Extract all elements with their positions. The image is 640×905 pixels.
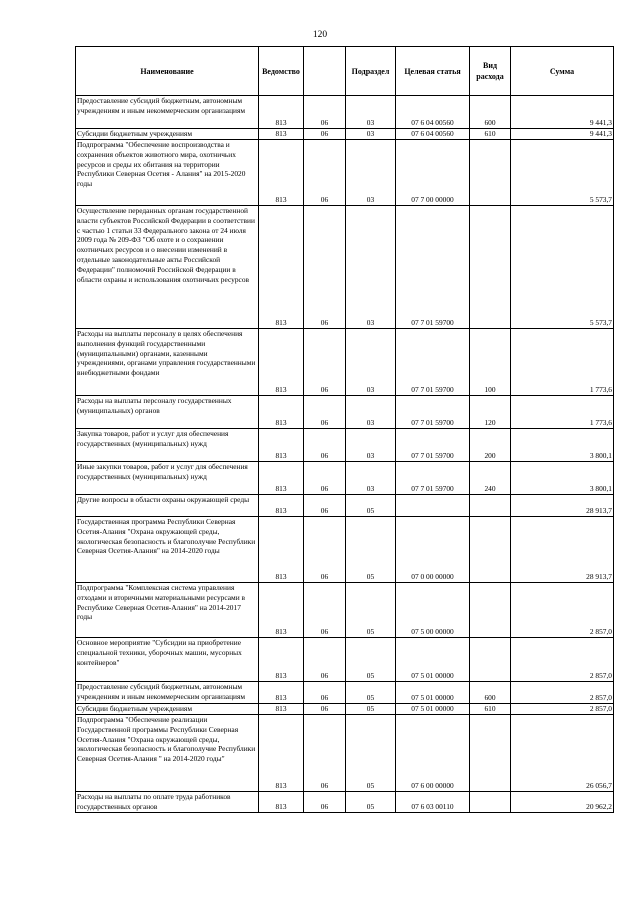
row-celevaya-cell: 07 7 01 59700 <box>396 396 470 429</box>
table-row <box>76 140 614 206</box>
table-row <box>76 792 614 813</box>
row-podrazdel-cell: 03 <box>346 462 396 495</box>
row-celevaya-cell: 07 6 03 00110 <box>396 792 470 813</box>
row-summa-cell: 1 773,6 <box>511 396 614 429</box>
row-podrazdel-cell: 03 <box>346 129 396 140</box>
row-vedomstvo-cell: 813 <box>259 715 304 792</box>
row-vid-cell: 240 <box>470 462 511 495</box>
table-header-row <box>76 47 614 96</box>
row-summa-cell: 2 857,0 <box>511 583 614 638</box>
row-celevaya-cell: 07 7 01 59700 <box>396 206 470 329</box>
row-summa-cell: 9 441,3 <box>511 96 614 129</box>
row-celevaya-cell: 07 5 01 00000 <box>396 638 470 682</box>
row-razdel-cell: 06 <box>304 329 346 396</box>
row-celevaya-cell: 07 5 01 00000 <box>396 682 470 704</box>
row-celevaya-cell <box>396 495 470 517</box>
row-podrazdel-cell: 03 <box>346 140 396 206</box>
row-razdel-cell: 06 <box>304 396 346 429</box>
row-name-cell: Осуществление переданных органам государственной власти субъектов Российской Федерации в соответствии с частью 1 статьи 33 Федерального закона от 24 июля 2009 года № 209-ФЗ "Об охоте и о сохранении охотничьих ресурсов и о внесении изменений в отдельные законодательные акты Российской Федерации" полномочий Российской Федерации в области охраны и использования охотничьих ресурсов <box>76 206 259 329</box>
row-celevaya-cell: 07 0 00 00000 <box>396 517 470 583</box>
row-celevaya-cell: 07 5 00 00000 <box>396 583 470 638</box>
row-vedomstvo-cell: 813 <box>259 396 304 429</box>
table-row <box>76 495 614 517</box>
table-row <box>76 682 614 704</box>
table-row <box>76 704 614 715</box>
row-vedomstvo-cell: 813 <box>259 583 304 638</box>
row-vid-cell <box>470 715 511 792</box>
row-vid-cell: 200 <box>470 429 511 462</box>
header-podrazdel: Подраздел <box>346 47 396 96</box>
row-name-cell: Подпрограмма "Обеспечение воспроизводства и сохранения объектов животного мира, охотничьих ресурсов и среды их обитания на территории Республики Северная Осетия - Алания" на 2015-2020 годы <box>76 140 259 206</box>
header-razdel <box>304 47 346 96</box>
row-podrazdel-cell: 05 <box>346 792 396 813</box>
row-celevaya-cell: 07 7 01 59700 <box>396 462 470 495</box>
row-vedomstvo-cell: 813 <box>259 462 304 495</box>
row-summa-cell: 1 773,6 <box>511 329 614 396</box>
page-number: 120 <box>312 30 328 40</box>
row-summa-cell: 2 857,0 <box>511 682 614 704</box>
row-podrazdel-cell: 03 <box>346 396 396 429</box>
row-vid-cell <box>470 517 511 583</box>
table-row <box>76 517 614 583</box>
row-vid-cell <box>470 583 511 638</box>
row-vid-cell: 100 <box>470 329 511 396</box>
row-summa-cell: 26 056,7 <box>511 715 614 792</box>
row-name-cell: Расходы на выплаты персоналу государственных (муниципальных) органов <box>76 396 259 429</box>
row-name-cell: Подпрограмма "Обеспечение реализации Государственной программы Республики Северная Осетия-Алания "Охрана окружающей среды, экологическая безопасность и благополучие Республики Северная Осетия-Алания " на 2014-2020 годы" <box>76 715 259 792</box>
row-name-cell: Расходы на выплаты персоналу в целях обеспечения выполнения функций государственными (муниципальными) органами, казенными учреждениями, органами управления государственными внебюджетными фондами <box>76 329 259 396</box>
row-summa-cell: 2 857,0 <box>511 638 614 682</box>
row-vid-cell: 600 <box>470 96 511 129</box>
row-summa-cell: 3 800,1 <box>511 462 614 495</box>
row-podrazdel-cell: 05 <box>346 495 396 517</box>
row-summa-cell: 5 573,7 <box>511 140 614 206</box>
row-razdel-cell: 06 <box>304 429 346 462</box>
row-razdel-cell: 06 <box>304 715 346 792</box>
table-row <box>76 96 614 129</box>
row-vedomstvo-cell: 813 <box>259 495 304 517</box>
row-summa-cell: 28 913,7 <box>511 495 614 517</box>
row-vedomstvo-cell: 813 <box>259 638 304 682</box>
row-name-cell: Иные закупки товаров, работ и услуг для обеспечения государственных (муниципальных) нужд <box>76 462 259 495</box>
row-name-cell: Расходы на выплаты по оплате труда работников государственных органов <box>76 792 259 813</box>
row-name-cell: Другие вопросы в области охраны окружающей среды <box>76 495 259 517</box>
row-celevaya-cell: 07 6 04 00560 <box>396 129 470 140</box>
row-celevaya-cell: 07 6 04 00560 <box>396 96 470 129</box>
table-row <box>76 638 614 682</box>
row-vid-cell: 610 <box>470 704 511 715</box>
row-razdel-cell: 06 <box>304 583 346 638</box>
table-row <box>76 396 614 429</box>
row-vedomstvo-cell: 813 <box>259 704 304 715</box>
row-podrazdel-cell: 03 <box>346 206 396 329</box>
row-vedomstvo-cell: 813 <box>259 329 304 396</box>
row-name-cell: Закупка товаров, работ и услуг для обеспечения государственных (муниципальных) нужд <box>76 429 259 462</box>
row-vid-cell <box>470 140 511 206</box>
row-celevaya-cell: 07 7 01 59700 <box>396 429 470 462</box>
row-vedomstvo-cell: 813 <box>259 682 304 704</box>
row-podrazdel-cell: 05 <box>346 704 396 715</box>
header-vedomstvo: Ведомство <box>259 47 304 96</box>
row-name-cell: Предоставление субсидий бюджетным, автономным учреждениям и иным некоммерческим организациям <box>76 96 259 129</box>
table-row <box>76 462 614 495</box>
table-row <box>76 583 614 638</box>
row-vid-cell <box>470 638 511 682</box>
row-vid-cell: 610 <box>470 129 511 140</box>
row-celevaya-cell: 07 7 00 00000 <box>396 140 470 206</box>
row-vedomstvo-cell: 813 <box>259 129 304 140</box>
row-razdel-cell: 06 <box>304 704 346 715</box>
row-vid-cell: 600 <box>470 682 511 704</box>
row-vedomstvo-cell: 813 <box>259 792 304 813</box>
row-summa-cell: 28 913,7 <box>511 517 614 583</box>
row-podrazdel-cell: 05 <box>346 583 396 638</box>
header-name: Наименование <box>76 47 259 96</box>
header-summa: Сумма <box>511 47 614 96</box>
row-vedomstvo-cell: 813 <box>259 517 304 583</box>
row-razdel-cell: 06 <box>304 682 346 704</box>
row-name-cell: Субсидии бюджетным учреждениям <box>76 704 259 715</box>
row-summa-cell: 3 800,1 <box>511 429 614 462</box>
row-name-cell: Основное мероприятие "Субсидии на приобретение специальной техники, уборочных машин, мусорных контейнеров" <box>76 638 259 682</box>
row-podrazdel-cell: 03 <box>346 96 396 129</box>
row-razdel-cell: 06 <box>304 140 346 206</box>
row-podrazdel-cell: 03 <box>346 329 396 396</box>
row-summa-cell: 5 573,7 <box>511 206 614 329</box>
row-vedomstvo-cell: 813 <box>259 140 304 206</box>
header-vid: Вид расхода <box>470 47 511 96</box>
row-razdel-cell: 06 <box>304 517 346 583</box>
row-name-cell: Субсидии бюджетным учреждениям <box>76 129 259 140</box>
row-vid-cell <box>470 495 511 517</box>
row-razdel-cell: 06 <box>304 495 346 517</box>
row-summa-cell: 20 962,2 <box>511 792 614 813</box>
row-razdel-cell: 06 <box>304 792 346 813</box>
row-razdel-cell: 06 <box>304 638 346 682</box>
row-podrazdel-cell: 05 <box>346 638 396 682</box>
budget-table <box>75 46 614 813</box>
row-summa-cell: 9 441,3 <box>511 129 614 140</box>
row-vedomstvo-cell: 813 <box>259 96 304 129</box>
table-row <box>76 206 614 329</box>
row-vedomstvo-cell: 813 <box>259 429 304 462</box>
header-celevaya: Целевая статья <box>396 47 470 96</box>
table-row <box>76 429 614 462</box>
table-row <box>76 129 614 140</box>
row-razdel-cell: 06 <box>304 462 346 495</box>
row-celevaya-cell: 07 7 01 59700 <box>396 329 470 396</box>
row-razdel-cell: 06 <box>304 206 346 329</box>
row-podrazdel-cell: 05 <box>346 682 396 704</box>
row-podrazdel-cell: 05 <box>346 517 396 583</box>
row-celevaya-cell: 07 6 00 00000 <box>396 715 470 792</box>
row-podrazdel-cell: 05 <box>346 715 396 792</box>
row-razdel-cell: 06 <box>304 129 346 140</box>
row-vid-cell <box>470 206 511 329</box>
row-razdel-cell: 06 <box>304 96 346 129</box>
row-name-cell: Государственная программа Республики Северная Осетия-Алания "Охрана окружающей среды, экологическая безопасность и благополучие Республики Северная Осетия-Алания" на 2014-2020 годы <box>76 517 259 583</box>
row-name-cell: Предоставление субсидий бюджетным, автономным учреждениям и иным некоммерческим организациям <box>76 682 259 704</box>
row-vid-cell: 120 <box>470 396 511 429</box>
table-row <box>76 329 614 396</box>
row-vid-cell <box>470 792 511 813</box>
row-vedomstvo-cell: 813 <box>259 206 304 329</box>
row-podrazdel-cell: 03 <box>346 429 396 462</box>
row-summa-cell: 2 857,0 <box>511 704 614 715</box>
row-celevaya-cell: 07 5 01 00000 <box>396 704 470 715</box>
table-row <box>76 715 614 792</box>
row-name-cell: Подпрограмма "Комплексная система управления отходами и вторичными материальными ресурсами в Республике Северная Осетия-Алания" на 2014-2017 годы <box>76 583 259 638</box>
